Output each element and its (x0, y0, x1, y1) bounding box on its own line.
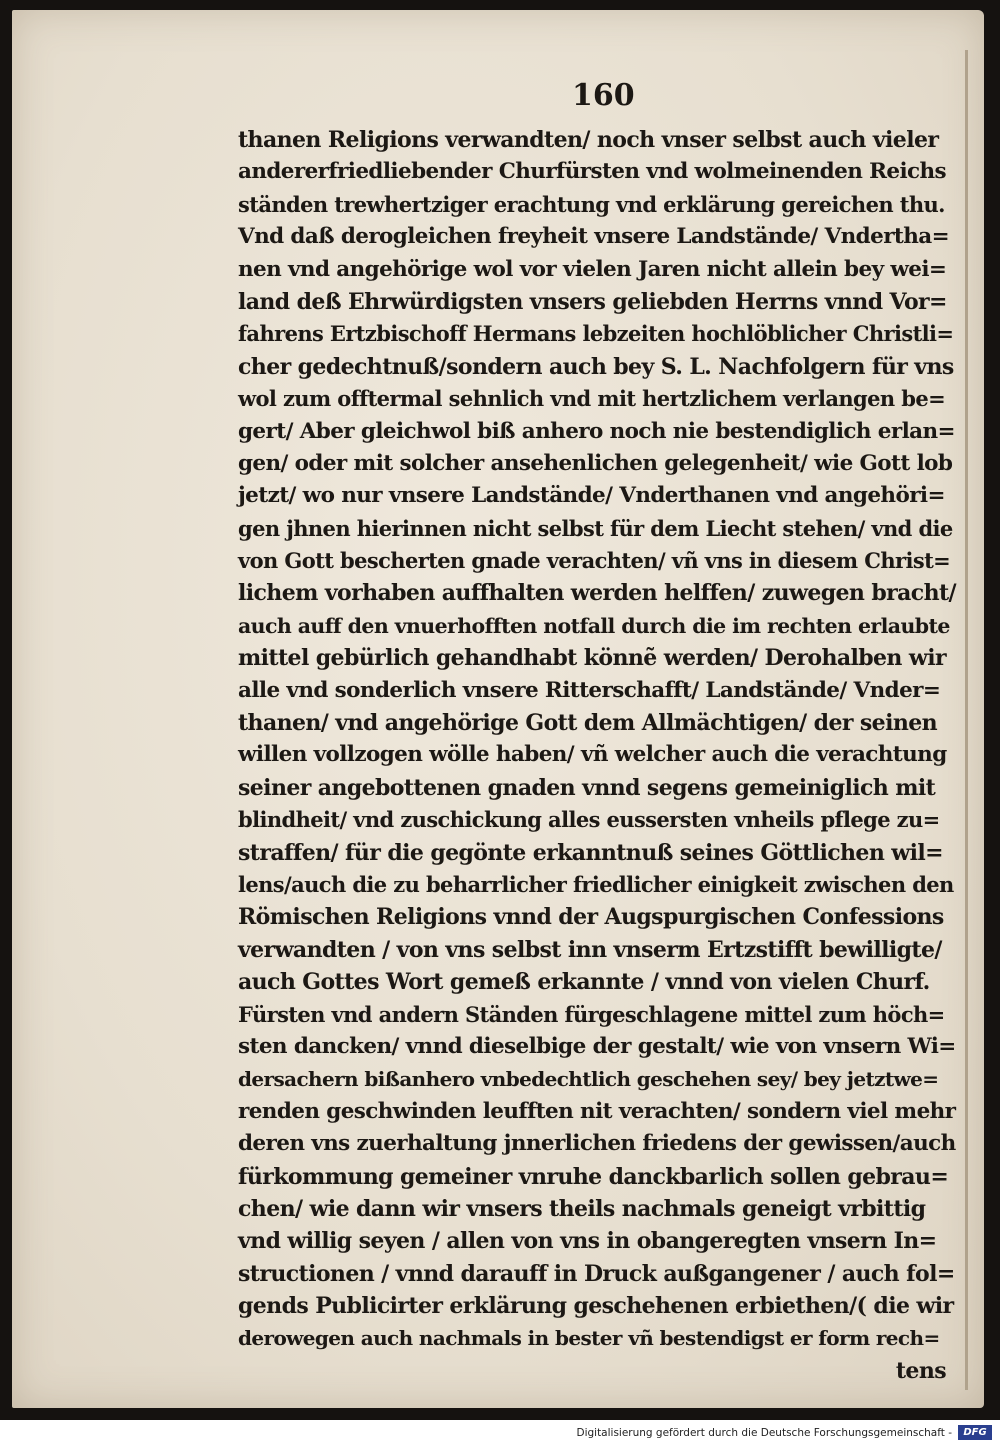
text-line: lichem vorhaben auffhalten werden helffen/ zuwegen bracht/ (238, 580, 956, 607)
text-line: lens/auch die zu beharrlicher friedlicher einigkeit zwischen den (238, 871, 954, 897)
text-line: jetzt/ wo nur vnsere Landstände/ Vnderthanen vnd angehöri= (238, 483, 945, 509)
catchword: tens (895, 1357, 946, 1384)
text-line: derowegen auch nachmals in bester vñ bestendigst er form rech= (238, 1326, 940, 1351)
page-number: 160 (572, 78, 635, 113)
text-line: dersachern bißanhero vnbedechtlich geschehen sey/ bey jetztwe= (238, 1067, 939, 1092)
text-line: gends Publicirter erklärung geschehenen erbiethen/( die wir (238, 1293, 954, 1320)
text-line: wol zum offtermal sehnlich vnd mit hertzlichem verlangen be= (238, 386, 946, 412)
text-line: deren vns zuerhaltung jnnerlichen friedens der gewissen/auch (238, 1131, 956, 1157)
text-line: mittel gebürlich gehandhabt könnẽ werden/ Derohalben wir (238, 645, 946, 672)
text-line: sten dancken/ vnnd dieselbige der gestalt/ wie von vnsern Wi= (238, 1033, 956, 1059)
text-line: straffen/ für die gegönte erkanntnuß seines Göttlichen wil= (238, 839, 943, 866)
text-line: gen jhnen hierinnen nicht selbst für dem Liecht stehen/ vnd die (238, 515, 953, 541)
page-edge (965, 50, 968, 1390)
body-text (238, 124, 956, 1387)
dfg-logo: DFG (958, 1425, 992, 1440)
text-line: auch Gottes Wort gemeß erkannte / vnnd von vielen Churf. (238, 969, 930, 996)
text-line: structionen / vnnd darauff in Druck außgangener / auch fol= (238, 1260, 955, 1287)
text-line: verwandten / von vns selbst inn vnserm Ertzstifft bewilligte/ (238, 936, 942, 963)
text-line: auch auff den vnuerhofften notfall durch die im rechten erlaubte (238, 613, 950, 638)
text-line: ständen trewhertziger erachtung vnd erklärung gereichen thu. (238, 191, 945, 217)
text-line: Römischen Religions vnnd der Augspurgischen Confessions (238, 904, 944, 931)
text-line: cher gedechtnuß/sondern auch bey S. L. Nachfolgern für vns (238, 353, 954, 380)
text-line: alle vnd sonderlich vnsere Ritterschafft/ Landstände/ Vnder= (238, 677, 941, 703)
text-line: Vnd daß derogleichen freyheit vnsere Landstände/ Vndertha= (238, 224, 950, 250)
text-line: gert/ Aber gleichwol biß anhero noch nie bestendiglich erlan= (238, 418, 955, 444)
text-line: land deß Ehrwürdigsten vnsers geliebden Herrns vnnd Vor= (238, 288, 947, 315)
text-line: andererfriedliebender Churfürsten vnd wolmeinenden Reichs (238, 159, 947, 185)
text-line: fahrens Ertzbischoff Hermans lebzeiten hochlöblicher Christli= (238, 321, 954, 347)
text-line: thanen/ vnd angehörige Gott dem Allmächtigen/ der seinen (238, 710, 938, 737)
text-line: willen vollzogen wölle haben/ vñ welcher auch die verachtung (238, 742, 947, 768)
text-line: thanen Religions verwandten/ noch vnser selbst auch vieler (238, 127, 939, 153)
text-line: renden geschwinden leufften nit verachten/ sondern viel mehr (238, 1098, 956, 1124)
text-line: blindheit/ vnd zuschickung alles eussersten vnheils pflege zu= (238, 807, 940, 833)
funding-credit: Digitalisierung gefördert durch die Deutsche Forschungsgemeinschaft - (576, 1427, 952, 1439)
text-line: von Gott bescherten gnade verachten/ vñ vns in diesem Christ= (238, 548, 951, 574)
text-line: seiner angebottenen gnaden vnnd segens gemeiniglich mit (238, 774, 936, 801)
text-line: vnd willig seyen / allen von vns in obangeregten vnsern In= (238, 1228, 937, 1255)
text-line: gen/ oder mit solcher ansehenlichen gelegenheit/ wie Gott lob (238, 450, 953, 476)
text-line: Fürsten vnd andern Ständen fürgeschlagene mittel zum höch= (238, 1001, 945, 1027)
text-line: nen vnd angehörige wol vor vielen Jaren nicht allein bey wei= (238, 256, 947, 282)
text-line: chen/ wie dann wir vnsers theils nachmals geneigt vrbittig (238, 1195, 926, 1222)
text-line: fürkommung gemeiner vnruhe danckbarlich sollen gebrau= (238, 1163, 949, 1190)
